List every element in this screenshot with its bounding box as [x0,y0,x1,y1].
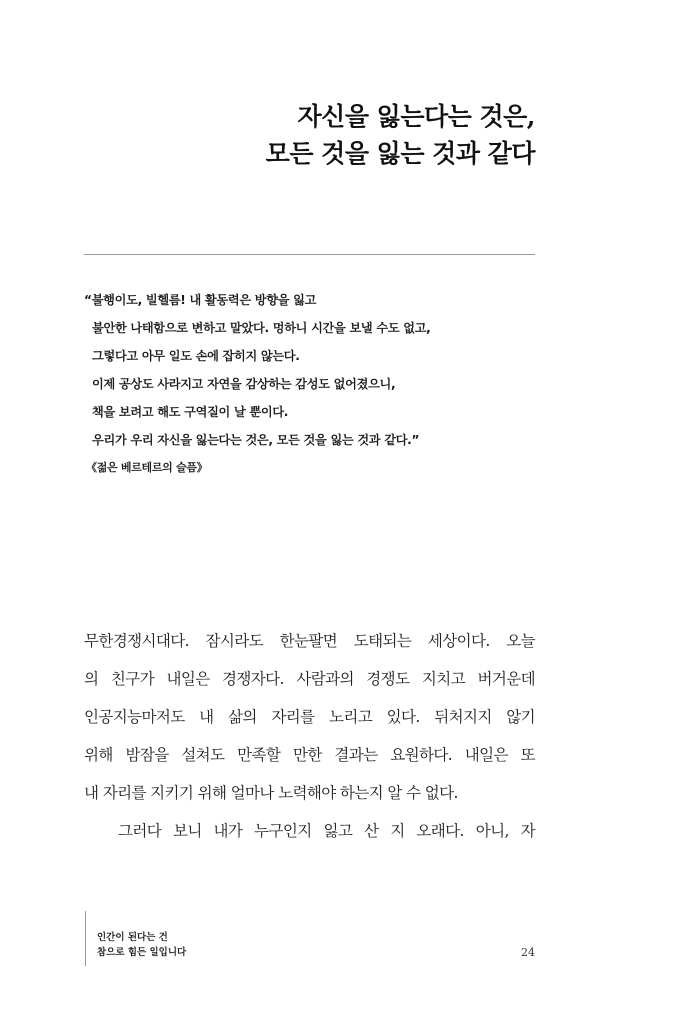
epigraph-line: 불안한 나태함으로 변하고 말았다. 멍하니 시간을 보낼 수도 없고, [92,321,431,335]
book-title-line: 인간이 된다는 건 [97,932,168,943]
body-line: 그러다 보니 내가 누구인지 잃고 산 지 오래다. 아니, 자 [118,822,535,840]
body-line: 인공지능마저도 내 삶의 자리를 노리고 있다. 뒤처지지 않기 [84,708,535,726]
epigraph-line: 이제 공상도 사라지고 자연을 감상하는 감성도 없어졌으니, [92,377,396,391]
running-footer-book-title [97,930,186,960]
epigraph-quote [84,286,431,482]
divider-rule [84,254,535,255]
epigraph-line: 우리가 우리 자신을 잃는다는 것은, 모든 것을 잃는 것과 같다.” [92,433,420,447]
chapter-title [266,98,535,172]
body-line: 의 친구가 내일은 경쟁자다. 사람과의 경쟁도 지치고 버거운데 [84,670,535,688]
chapter-title-line: 모든 것을 잃는 것과 같다 [265,139,535,168]
body-line: 위해 밤잠을 설쳐도 만족할 만한 결과는 요원하다. 내일은 또 [84,746,535,764]
book-title-line: 참으로 힘든 일입니다 [97,947,187,958]
body-line: 무한경쟁시대다. 잠시라도 한눈팔면 도태되는 세상이다. 오늘 [84,632,535,650]
epigraph-line: “불행이도, 빌헬름! 내 활동력은 방향을 잃고 [84,293,317,307]
epigraph-source: 《젊은 베르테르의 슬픔》 [86,461,208,474]
chapter-title-line: 자신을 잃는다는 것은, [297,102,535,131]
page-number: 24 [521,946,535,959]
epigraph-line: 책을 보려고 해도 구역질이 날 뿐이다. [92,405,289,419]
body-paragraphs [84,622,535,850]
footer-vertical-rule [85,911,86,966]
epigraph-line: 그렇다고 아무 일도 손에 잡히지 않는다. [92,349,300,363]
body-line: 내 자리를 지키기 위해 얼마나 노력해야 하는지 알 수 없다. [84,784,458,802]
